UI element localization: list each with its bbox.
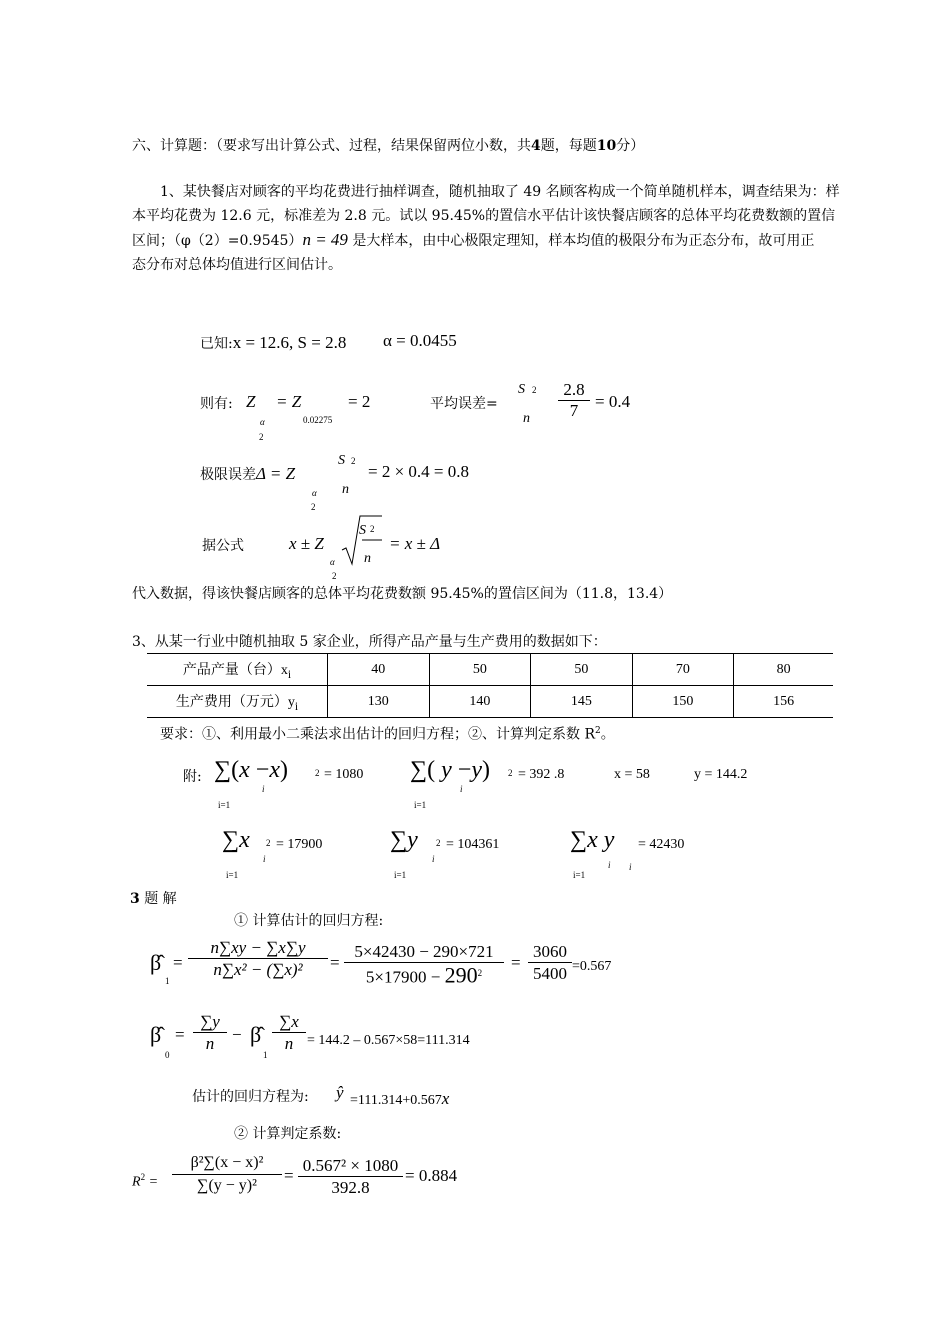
heading-count: 4 bbox=[531, 138, 541, 154]
formula-s: S bbox=[359, 523, 366, 538]
data-table bbox=[147, 653, 833, 718]
section-heading bbox=[132, 137, 644, 155]
limit-row bbox=[200, 465, 295, 484]
sum-index: i=1 bbox=[394, 870, 407, 880]
solution3-heading bbox=[130, 890, 177, 908]
limit-s: S bbox=[338, 453, 345, 468]
avg-error-value: = 0.4 bbox=[595, 392, 631, 411]
avg-frac-num: 2.8 bbox=[563, 380, 585, 399]
beta1-eq3: = bbox=[511, 953, 521, 972]
avg-s-sup: 2 bbox=[532, 385, 537, 395]
step1-label: ① 计算估计的回归方程: bbox=[234, 913, 384, 929]
table-cell: 150 bbox=[632, 686, 734, 718]
r2-num: β²∑(x − x)² bbox=[190, 1154, 264, 1171]
q1-line1: 1、某快餐店对顾客的平均花费进行抽样调查，随机抽取了 49 名顾客构成一个简单随机样本，调查结果为：样 bbox=[160, 184, 840, 200]
solution3-text: 题 解 bbox=[144, 891, 177, 907]
sum-y2-sup: 2 bbox=[436, 838, 441, 848]
q1-line3 bbox=[132, 231, 814, 250]
beta1-den2-a: 5×17900 − bbox=[365, 967, 445, 987]
r2-sup: 2 bbox=[140, 1172, 146, 1182]
beta1-sub: 1 bbox=[165, 976, 170, 986]
beta0-fraction2 bbox=[272, 1011, 306, 1054]
z-value: = 2 bbox=[348, 392, 371, 411]
sum-xy-value: = 42430 bbox=[638, 837, 685, 852]
table-cell: 40 bbox=[328, 654, 430, 686]
beta1-den: n∑x² − (∑x)² bbox=[213, 960, 303, 979]
x-bar-value: x = 58 bbox=[614, 767, 650, 782]
row-header-cost-text: 生产费用（万元）y bbox=[175, 694, 295, 710]
z-symbol: Z bbox=[246, 392, 256, 411]
avg-error-label: 平均误差= bbox=[430, 396, 498, 412]
beta0-minus: − bbox=[232, 1025, 242, 1044]
sum-x-i: i bbox=[262, 784, 265, 794]
row-header-output-sub: i bbox=[287, 667, 292, 681]
requirement-text: 要求：①、利用最小二乘法求出估计的回归方程；②、计算判定系数 R bbox=[160, 726, 595, 743]
heading-points: 10 bbox=[596, 138, 617, 154]
beta1-eq: = bbox=[173, 953, 183, 972]
limit-label: 极限误差 bbox=[200, 467, 256, 483]
sum-y-i: i bbox=[460, 784, 463, 794]
r2-den: ∑(y − y)² bbox=[197, 1177, 257, 1194]
alpha-expr: α = 0.0455 bbox=[383, 331, 457, 350]
q3-requirement bbox=[160, 722, 615, 744]
then-label: 则有: bbox=[200, 396, 233, 412]
table-cell: 130 bbox=[328, 686, 430, 718]
q1-line3-text-end: 是大样本，由中心极限定理知，样本均值的极限分布为正态分布，故可用正 bbox=[347, 233, 815, 249]
requirement-end: 。 bbox=[600, 726, 615, 743]
beta0-num1: ∑y bbox=[200, 1012, 220, 1031]
row-header-output bbox=[147, 654, 328, 686]
beta0-fraction1 bbox=[193, 1011, 227, 1054]
beta1-fraction2 bbox=[344, 941, 504, 988]
formula-two-sub: 2 bbox=[332, 571, 337, 581]
beta0-den2: n bbox=[284, 1034, 294, 1053]
sum-index: i=1 bbox=[414, 800, 427, 810]
q1-line2: 本平均花费为 12.6 元，标准差为 2.8 元。试以 95.45%的置信水平估计该快餐店顾客的总体平均花费数额的置信 bbox=[132, 208, 836, 224]
table-cell: 50 bbox=[531, 654, 633, 686]
sum-y2-value: = 104361 bbox=[446, 837, 500, 852]
estimated-equation-text: =111.314+0.567 bbox=[350, 1093, 442, 1108]
beta1-num3: 3060 bbox=[533, 942, 567, 961]
heading-text-end: 分） bbox=[616, 138, 645, 154]
q1-line4: 态分布对总体均值进行区间估计。 bbox=[132, 257, 342, 273]
beta0-value: = 144.2 – 0.567×58=111.314 bbox=[307, 1033, 470, 1048]
r2-fraction bbox=[172, 1152, 282, 1197]
sum-y2-i: i bbox=[432, 854, 435, 864]
avg-frac-den: 7 bbox=[569, 401, 579, 420]
heading-text-mid: 题，每题 bbox=[540, 138, 597, 154]
limit-n: n bbox=[342, 482, 349, 497]
limit-expr: Δ = Z bbox=[256, 464, 296, 483]
beta1-value: =0.567 bbox=[572, 959, 612, 974]
known-expr: x = 12.6, S = 2.8 bbox=[232, 333, 347, 352]
known-label: 已知: bbox=[200, 336, 233, 352]
formula-label: 据公式 bbox=[202, 538, 244, 554]
z-two-sub: 2 bbox=[259, 432, 264, 442]
beta0-sub: 0 bbox=[165, 1050, 170, 1060]
formula-alpha-sub: α bbox=[330, 557, 335, 567]
sum-y-dev-sup: 2 bbox=[508, 768, 513, 778]
sum-x2-expr: ∑x bbox=[222, 827, 250, 853]
beta1-den2 bbox=[366, 963, 482, 988]
solution3-num: 3 bbox=[130, 891, 140, 907]
r2-fraction2 bbox=[298, 1155, 403, 1198]
table-row bbox=[147, 686, 833, 718]
formula-s-sup: 2 bbox=[370, 524, 375, 534]
table-cell: 70 bbox=[632, 654, 734, 686]
table-row bbox=[147, 654, 833, 686]
sum-x2-value: = 17900 bbox=[276, 837, 323, 852]
formula-n: n bbox=[364, 551, 371, 566]
z-equals: = Z bbox=[276, 392, 302, 411]
table-cell: 80 bbox=[734, 654, 833, 686]
beta1-eq2: = bbox=[330, 953, 340, 972]
beta1-den3: 5400 bbox=[533, 964, 567, 983]
table-cell: 156 bbox=[734, 686, 833, 718]
table-cell: 140 bbox=[429, 686, 531, 718]
step2-label: ② 计算判定系数: bbox=[234, 1126, 342, 1142]
y-hat: ŷ bbox=[336, 1083, 344, 1102]
sum-y-dev-value: = 392 .8 bbox=[518, 767, 565, 782]
table-cell: 50 bbox=[429, 654, 531, 686]
heading-text: 六、计算题：（要求写出计算公式、过程，结果保留两位小数，共 bbox=[132, 138, 531, 154]
sum-index: i=1 bbox=[226, 870, 239, 880]
r2-num2: 0.567² × 1080 bbox=[302, 1156, 399, 1175]
q3-intro: 3、从某一行业中随机抽取 5 家企业，所得产品产量与生产费用的数据如下： bbox=[132, 634, 607, 650]
limit-alpha-sub: α bbox=[312, 488, 317, 498]
r2-den2: 392.8 bbox=[331, 1178, 370, 1197]
row-header-output-text: 产品产量（台）x bbox=[182, 662, 288, 678]
limit-value: = 2 × 0.4 = 0.8 bbox=[368, 462, 470, 481]
beta1-symbol-2: β̂ bbox=[250, 1022, 262, 1047]
sum-y-dev-expr: ∑( y −y) bbox=[410, 757, 490, 783]
beta1-symbol: β̂ bbox=[150, 950, 162, 975]
known-row bbox=[200, 334, 346, 353]
beta1-fraction bbox=[188, 937, 328, 980]
r2-eq: = bbox=[284, 1166, 294, 1185]
sum-xy-expr: ∑x y bbox=[570, 827, 615, 853]
sum-index: i=1 bbox=[218, 800, 231, 810]
beta1-num2: 5×42430 − 290×721 bbox=[354, 942, 494, 961]
beta1-den2-b: 290 bbox=[444, 962, 478, 988]
sum-x-dev-sup: 2 bbox=[315, 768, 320, 778]
q1-n-expr: n = 49 bbox=[302, 230, 348, 249]
row-header-cost-sub: i bbox=[294, 699, 299, 713]
requirement-sup: 2 bbox=[595, 726, 601, 736]
sum-x2-sup: 2 bbox=[266, 838, 271, 848]
sum-x-dev-expr: ∑(x −x) bbox=[214, 757, 288, 783]
formula-right: = x ± Δ bbox=[389, 534, 441, 553]
beta1-num: n∑xy − ∑x∑y bbox=[210, 938, 306, 957]
beta1-den2-sup: 2 bbox=[477, 968, 483, 978]
beta0-eq: = bbox=[175, 1025, 185, 1044]
r2-symbol: $R^2$ = bbox=[132, 1172, 159, 1190]
sum-index: i=1 bbox=[573, 870, 586, 880]
avg-fraction bbox=[558, 380, 590, 421]
beta1-fraction3 bbox=[528, 941, 572, 984]
q1-conclusion: 代入数据，得该快餐店顾客的总体平均花费数额 95.45%的置信区间为（11.8，13.4） bbox=[132, 586, 673, 602]
r2-value: = 0.884 bbox=[405, 1166, 458, 1185]
z-subscript: 0.02275 bbox=[303, 415, 333, 425]
estimated-label: 估计的回归方程为: bbox=[192, 1089, 309, 1105]
limit-s-sup: 2 bbox=[351, 456, 356, 466]
limit-two-sub: 2 bbox=[311, 502, 316, 512]
table-cell: 145 bbox=[531, 686, 633, 718]
q1-line3-text: 区间；（φ（2）=0.9545） bbox=[132, 233, 303, 249]
estimated-equation: =111.314+0.567x bbox=[350, 1089, 450, 1108]
avg-n: n bbox=[523, 411, 530, 426]
z-alpha-sub: α bbox=[260, 417, 265, 427]
sum-xy-j: i bbox=[629, 862, 632, 872]
sum-x2-i: i bbox=[263, 854, 266, 864]
sum-x-dev-value: = 1080 bbox=[324, 767, 364, 782]
formula-left: x ± Z bbox=[289, 534, 324, 553]
beta0-den1: n bbox=[205, 1034, 215, 1053]
appendix-label: 附: bbox=[183, 769, 202, 785]
y-bar-value: y = 144.2 bbox=[694, 767, 748, 782]
beta0-num2: ∑x bbox=[279, 1012, 299, 1031]
sum-y2-expr: ∑y bbox=[390, 827, 418, 853]
beta1-sub-2: 1 bbox=[263, 1050, 268, 1060]
row-header-cost bbox=[147, 686, 328, 718]
avg-s: S bbox=[518, 382, 525, 397]
sum-xy-i: i bbox=[608, 860, 611, 870]
beta0-symbol: β̂ bbox=[150, 1022, 162, 1047]
